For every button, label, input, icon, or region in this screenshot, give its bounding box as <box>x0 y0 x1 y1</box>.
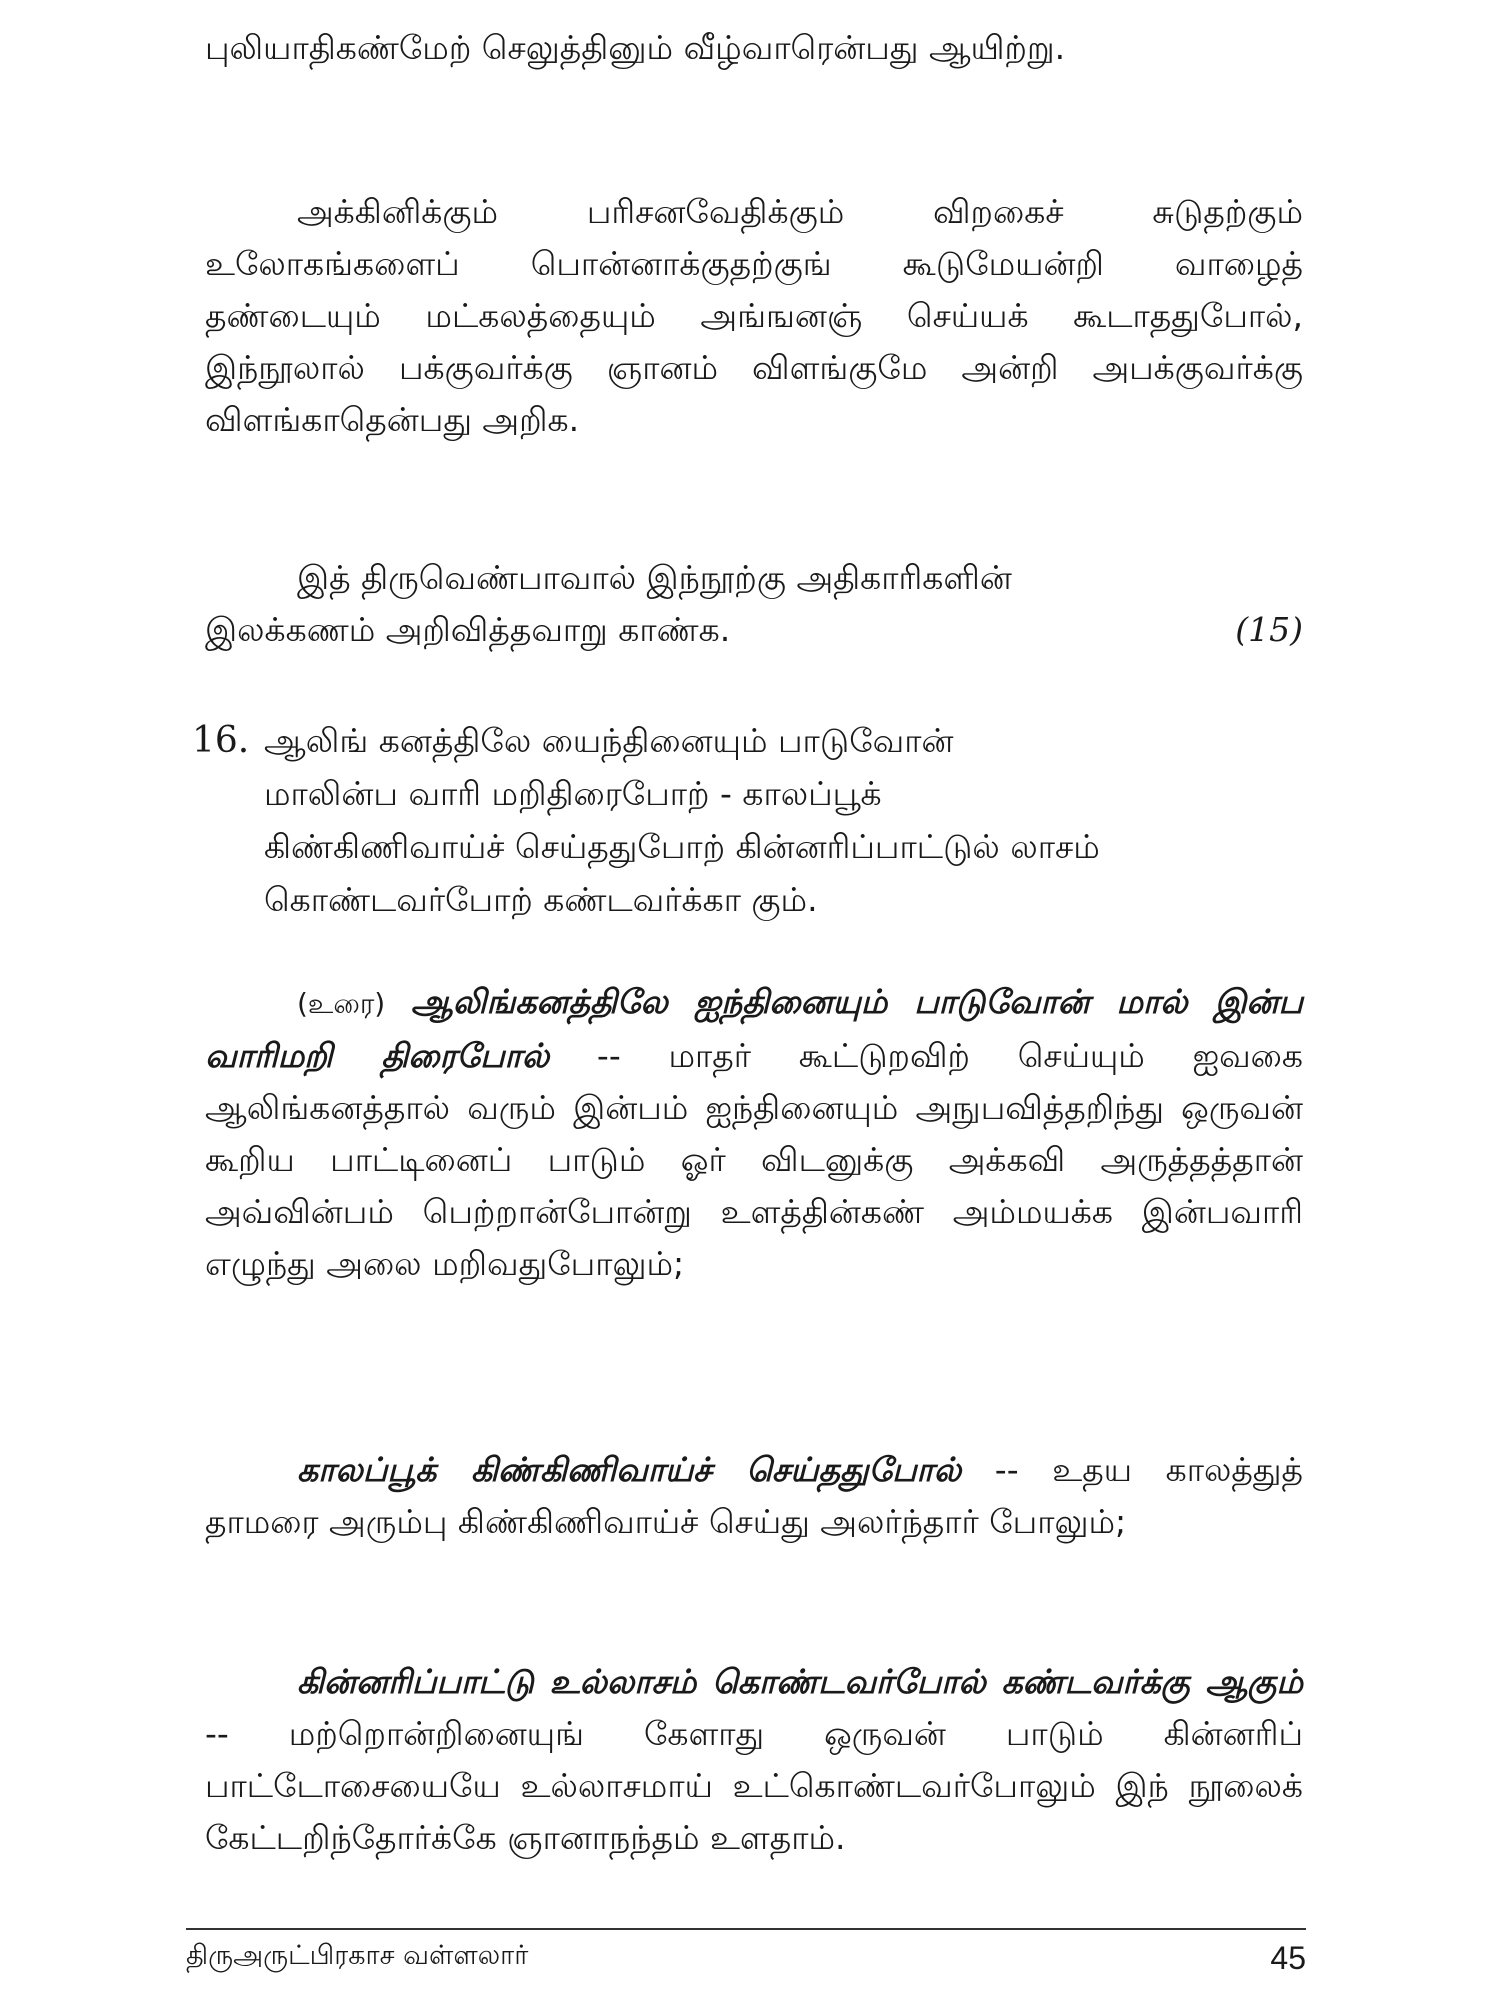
commentary-keyword: கின்னரிப்பாட்டு உல்லாசம் கொண்டவர்போல் கண்டவர்க்கு ஆகும் <box>297 1662 1303 1701</box>
footer-book-title: திருஅருட்பிரகாச வள்ளலார் <box>186 1940 529 1971</box>
paragraph-continuation <box>205 22 1303 74</box>
commentary-keyword: ஆலிங்கனத்திலே ஐந்தினையும் பாடுவோன் மால் இன்ப வாரிமறி திரைபோல் <box>205 982 1303 1075</box>
commentary-text <box>205 976 1303 1290</box>
verse-line: மாலின்ப வாரி மறிதிரைபோற் - காலப்பூக் <box>264 774 882 813</box>
verse-reference: (15) <box>1235 610 1303 649</box>
paragraph-text: அக்கினிக்கும் பரிசனவேதிக்கும் விறகைச் சுடுதற்கும் உலோகங்களைப் பொன்னாக்குதற்குங் கூடுமேயன்றி வாழைத் தண்டையும் மட்கலத்தையும் அங்ஙனஞ் செய்யக் கூடாததுபோல், இந்நூலால் பக்குவர்க்கு ஞானம் விளங்குமே அன்றி அபக்குவர்க்கு விளங்காதென்பது அறிக. <box>205 192 1303 439</box>
verse-line: ஆலிங் கனத்திலே யைந்தினையும் பாடுவோன் <box>264 721 954 760</box>
commentary-paragraph-1 <box>205 976 1303 1290</box>
commentary-text <box>205 1656 1303 1864</box>
commentary-explanation: -- மற்றொன்றினையுங் கேளாது ஒருவன் பாடும் கின்னரிப் பாட்டோசையையே உல்லாசமாய் உட்கொண்டவர்போலும் இந் நூலைக் கேட்டறிந்தோர்க்கே ஞானாநந்தம் உளதாம். <box>205 1714 1303 1857</box>
verse-row <box>192 714 1290 926</box>
verse-line: கிண்கிணிவாய்ச் செய்ததுபோற் கின்னரிப்பாட்டுல் லாசம் <box>264 827 1100 866</box>
commentary-label: (உரை) <box>297 987 386 1020</box>
paragraph-last-line <box>205 604 1303 656</box>
paragraph-line: இத் திருவெண்பாவால் இந்நூற்கு அதிகாரிகளின் <box>297 558 1012 597</box>
commentary-paragraph-2 <box>205 1444 1303 1548</box>
commentary-text <box>205 1444 1303 1548</box>
paragraph-analogy <box>205 186 1303 446</box>
paragraph-text: புலியாதிகண்மேற் செலுத்தினும் வீழ்வாரென்பது ஆயிற்று. <box>205 28 1066 67</box>
commentary-explanation: -- உதய காலத்துத் தாமரை அரும்பு கிண்கிணிவாய்ச் செய்து அலர்ந்தார் போலும்; <box>205 1450 1303 1541</box>
commentary-paragraph-3 <box>205 1656 1303 1864</box>
verse-block <box>192 714 1290 926</box>
verse-number: 16. <box>192 720 250 761</box>
footer-divider <box>186 1928 1306 1930</box>
page-number: 45 <box>1270 1940 1306 1976</box>
commentary-keyword: காலப்பூக் கிண்கிணிவாய்ச் செய்ததுபோல் <box>297 1450 962 1489</box>
verse-lines <box>264 714 1100 926</box>
commentary-explanation: -- மாதர் கூட்டுறவிற் செய்யும் ஐவகை ஆலிங்கனத்தால் வரும் இன்பம் ஐந்தினையும் அநுபவித்தறிந்து ஒருவன் கூறிய பாட்டினைப் பாடும் ஓர் விடனுக்கு அக்கவி அருத்தத்தான் அவ்வின்பம் பெற்றான்போன்று உளத்தின்கண் அம்மயக்க இன்பவாரி எழுந்து அலை மறிவதுபோலும்; <box>205 1036 1303 1283</box>
verse-line: கொண்டவர்போற் கண்டவர்க்கா கும். <box>264 880 818 919</box>
page-footer <box>186 1940 1306 1977</box>
paragraph-conclusion <box>205 552 1303 656</box>
paragraph-line: இலக்கணம் அறிவித்தவாறு காண்க. <box>205 610 731 649</box>
